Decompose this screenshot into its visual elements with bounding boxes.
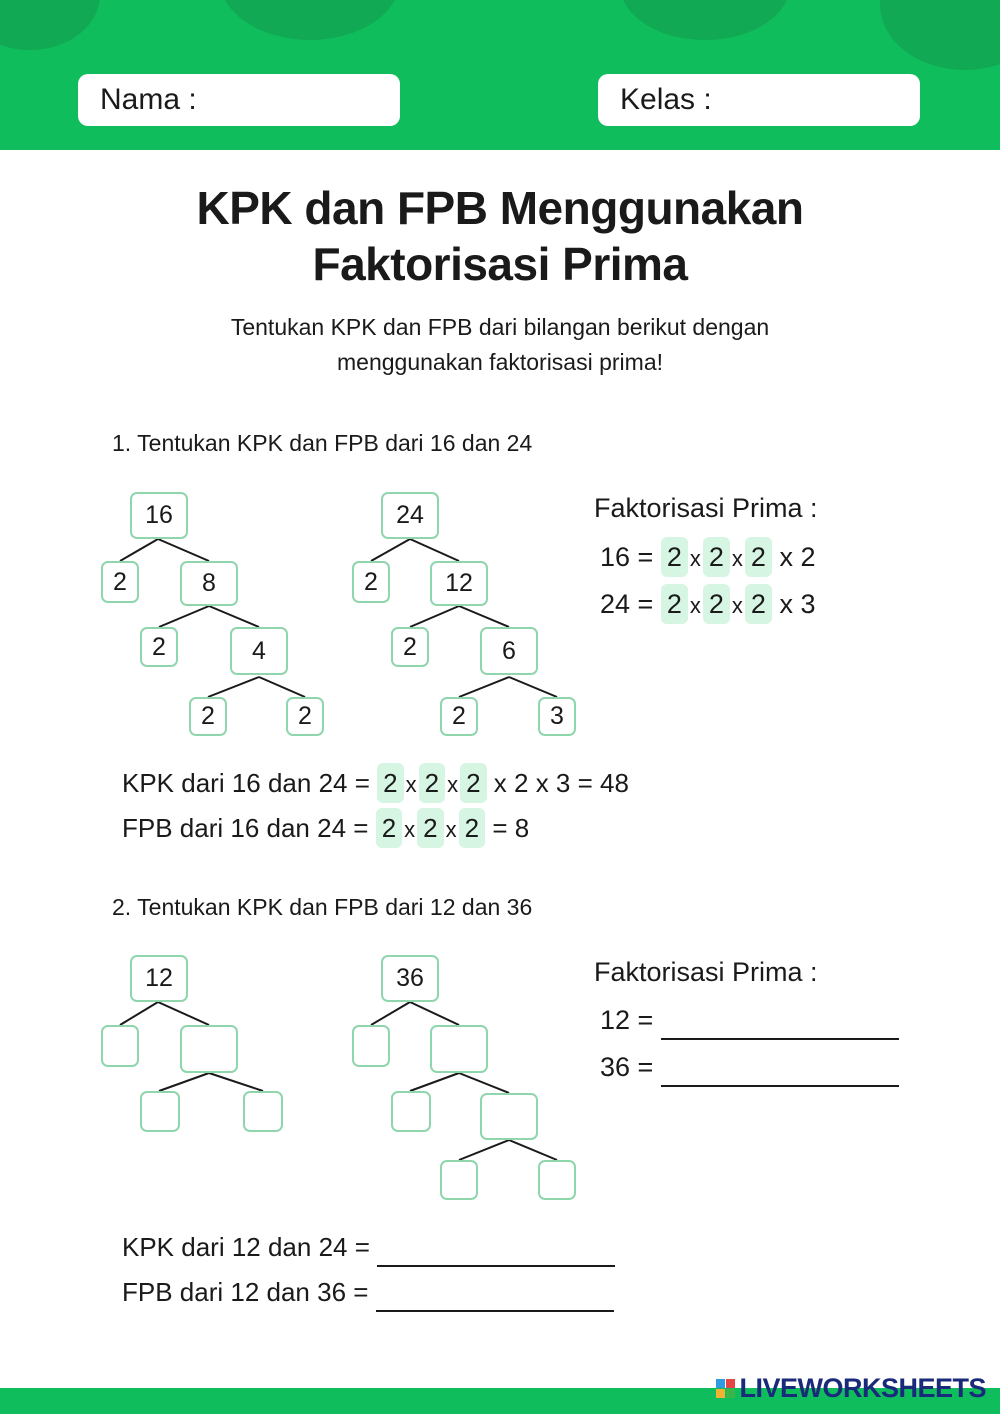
class-input[interactable]: [724, 84, 908, 118]
equation-lhs: FPB dari 12 dan 36 =: [122, 1277, 369, 1307]
equation-lhs: 24 =: [600, 589, 654, 619]
times-sign: x: [731, 593, 743, 618]
equation-lhs: KPK dari 16 dan 24 =: [122, 768, 370, 798]
q2-factorization-title: Faktorisasi Prima :: [594, 957, 818, 987]
answer-input[interactable]: [432, 1027, 486, 1071]
tree-24-factor: 3: [538, 697, 576, 736]
tree-24-branch: 12: [430, 561, 488, 606]
answer-input[interactable]: [540, 1162, 574, 1198]
tree-12-answer-box[interactable]: [140, 1091, 180, 1132]
times-sign: x: [689, 546, 701, 571]
common-factor-highlight: 2: [417, 808, 443, 848]
tree-36-answer-box[interactable]: [440, 1160, 478, 1200]
name-label: Nama :: [100, 83, 197, 116]
common-factor-highlight: 2: [745, 584, 772, 624]
answer-input[interactable]: [442, 1162, 476, 1198]
common-factor-highlight: 2: [377, 763, 403, 803]
answer-input[interactable]: [354, 1027, 388, 1065]
header-decoration: [0, 0, 100, 50]
common-factor-highlight: 2: [745, 537, 772, 577]
equation-tail: x 2: [779, 542, 816, 572]
common-factor-highlight: 2: [661, 584, 688, 624]
common-factor-highlight: 2: [703, 537, 730, 577]
question-2-label: 2. Tentukan KPK dan FPB dari 12 dan 36: [112, 894, 533, 920]
answer-blank[interactable]: [376, 1280, 614, 1312]
equation-lhs: 16 =: [600, 542, 654, 572]
q2-fpb-result: [122, 1272, 614, 1312]
times-sign: x: [405, 772, 417, 797]
q1-factorization-16: [600, 537, 815, 577]
tree-12-answer-box[interactable]: [243, 1091, 283, 1132]
tree-16-factor: 2: [189, 697, 227, 736]
common-factor-highlight: 2: [661, 537, 688, 577]
times-sign: x: [404, 817, 416, 842]
common-factor-highlight: 2: [703, 584, 730, 624]
common-factor-highlight: 2: [376, 808, 402, 848]
header-decoration: [880, 0, 1000, 70]
times-sign: x: [689, 593, 701, 618]
tree-36-answer-box[interactable]: [430, 1025, 488, 1073]
equation-tail: x 3: [779, 589, 816, 619]
instruction: [0, 310, 1000, 380]
answer-input[interactable]: [182, 1027, 236, 1071]
tree-16-factor: 2: [140, 627, 178, 667]
tree-24-factor: 2: [440, 697, 478, 736]
tree-12-root: 12: [130, 955, 188, 1002]
tree-16-branch: 8: [180, 561, 238, 606]
equation-tail: = 8: [492, 813, 530, 843]
tree-12-answer-box[interactable]: [180, 1025, 238, 1073]
q2-kpk-result: [122, 1227, 615, 1267]
logo-icon: [716, 1379, 735, 1398]
answer-input[interactable]: [103, 1027, 137, 1065]
instruction-line-1: Tentukan KPK dan FPB dari bilangan berikut dengan: [230, 314, 770, 340]
name-field[interactable]: [78, 74, 400, 126]
header-decoration: [620, 0, 790, 40]
answer-input[interactable]: [393, 1093, 429, 1130]
common-factor-highlight: 2: [419, 763, 445, 803]
instruction-line-2: menggunakan faktorisasi prima!: [337, 349, 663, 375]
tree-36-answer-box[interactable]: [352, 1025, 390, 1067]
question-1-label: 1. Tentukan KPK dan FPB dari 16 dan 24: [112, 430, 533, 456]
tree-24-factor: 2: [391, 627, 429, 667]
liveworksheets-logo: [716, 1373, 986, 1404]
tree-12-answer-box[interactable]: [101, 1025, 139, 1067]
title-line-2: Faktorisasi Prima: [312, 238, 688, 290]
logo-text: LIVEWORKSHEETS: [739, 1373, 986, 1403]
answer-blank[interactable]: [661, 1055, 899, 1087]
answer-input[interactable]: [142, 1093, 178, 1130]
class-label: Kelas :: [620, 83, 712, 116]
answer-blank[interactable]: [377, 1235, 615, 1267]
class-field[interactable]: [598, 74, 920, 126]
q1-kpk-result: [122, 763, 629, 803]
times-sign: x: [731, 546, 743, 571]
answer-input[interactable]: [245, 1093, 281, 1130]
header-decoration: [220, 0, 400, 40]
tree-24-root: 24: [381, 492, 439, 539]
answer-input[interactable]: [661, 1063, 903, 1091]
common-factor-highlight: 2: [459, 808, 485, 848]
tree-16-factor: 2: [101, 561, 139, 603]
tree-36-answer-box[interactable]: [480, 1093, 538, 1140]
answer-blank[interactable]: [661, 1008, 899, 1040]
equation-lhs: KPK dari 12 dan 24 =: [122, 1232, 370, 1262]
answer-input[interactable]: [661, 1016, 903, 1044]
common-factor-highlight: 2: [460, 763, 486, 803]
equation-lhs: 12 =: [600, 1005, 654, 1035]
page-title: [0, 180, 1000, 292]
q2-factorization-36: [600, 1047, 899, 1087]
tree-24-factor: 2: [352, 561, 390, 603]
tree-36-answer-box[interactable]: [391, 1091, 431, 1132]
times-sign: x: [445, 817, 457, 842]
tree-36-root: 36: [381, 955, 439, 1002]
q1-fpb-result: [122, 808, 529, 848]
equation-tail: x 2 x 3 = 48: [493, 768, 629, 798]
title-line-1: KPK dan FPB Menggunakan: [196, 182, 804, 234]
tree-16-factor: 2: [286, 697, 324, 736]
answer-input[interactable]: [377, 1243, 619, 1271]
answer-input[interactable]: [482, 1095, 536, 1138]
tree-16-root: 16: [130, 492, 188, 539]
equation-lhs: FPB dari 16 dan 24 =: [122, 813, 369, 843]
tree-36-answer-box[interactable]: [538, 1160, 576, 1200]
q1-factorization-title: Faktorisasi Prima :: [594, 493, 818, 523]
equation-lhs: 36 =: [600, 1052, 654, 1082]
tree-16-branch: 4: [230, 627, 288, 675]
answer-input[interactable]: [376, 1288, 618, 1316]
q1-factorization-24: [600, 584, 815, 624]
name-input[interactable]: [204, 84, 388, 118]
q2-factorization-12: [600, 1000, 899, 1040]
times-sign: x: [447, 772, 459, 797]
tree-24-branch: 6: [480, 627, 538, 675]
